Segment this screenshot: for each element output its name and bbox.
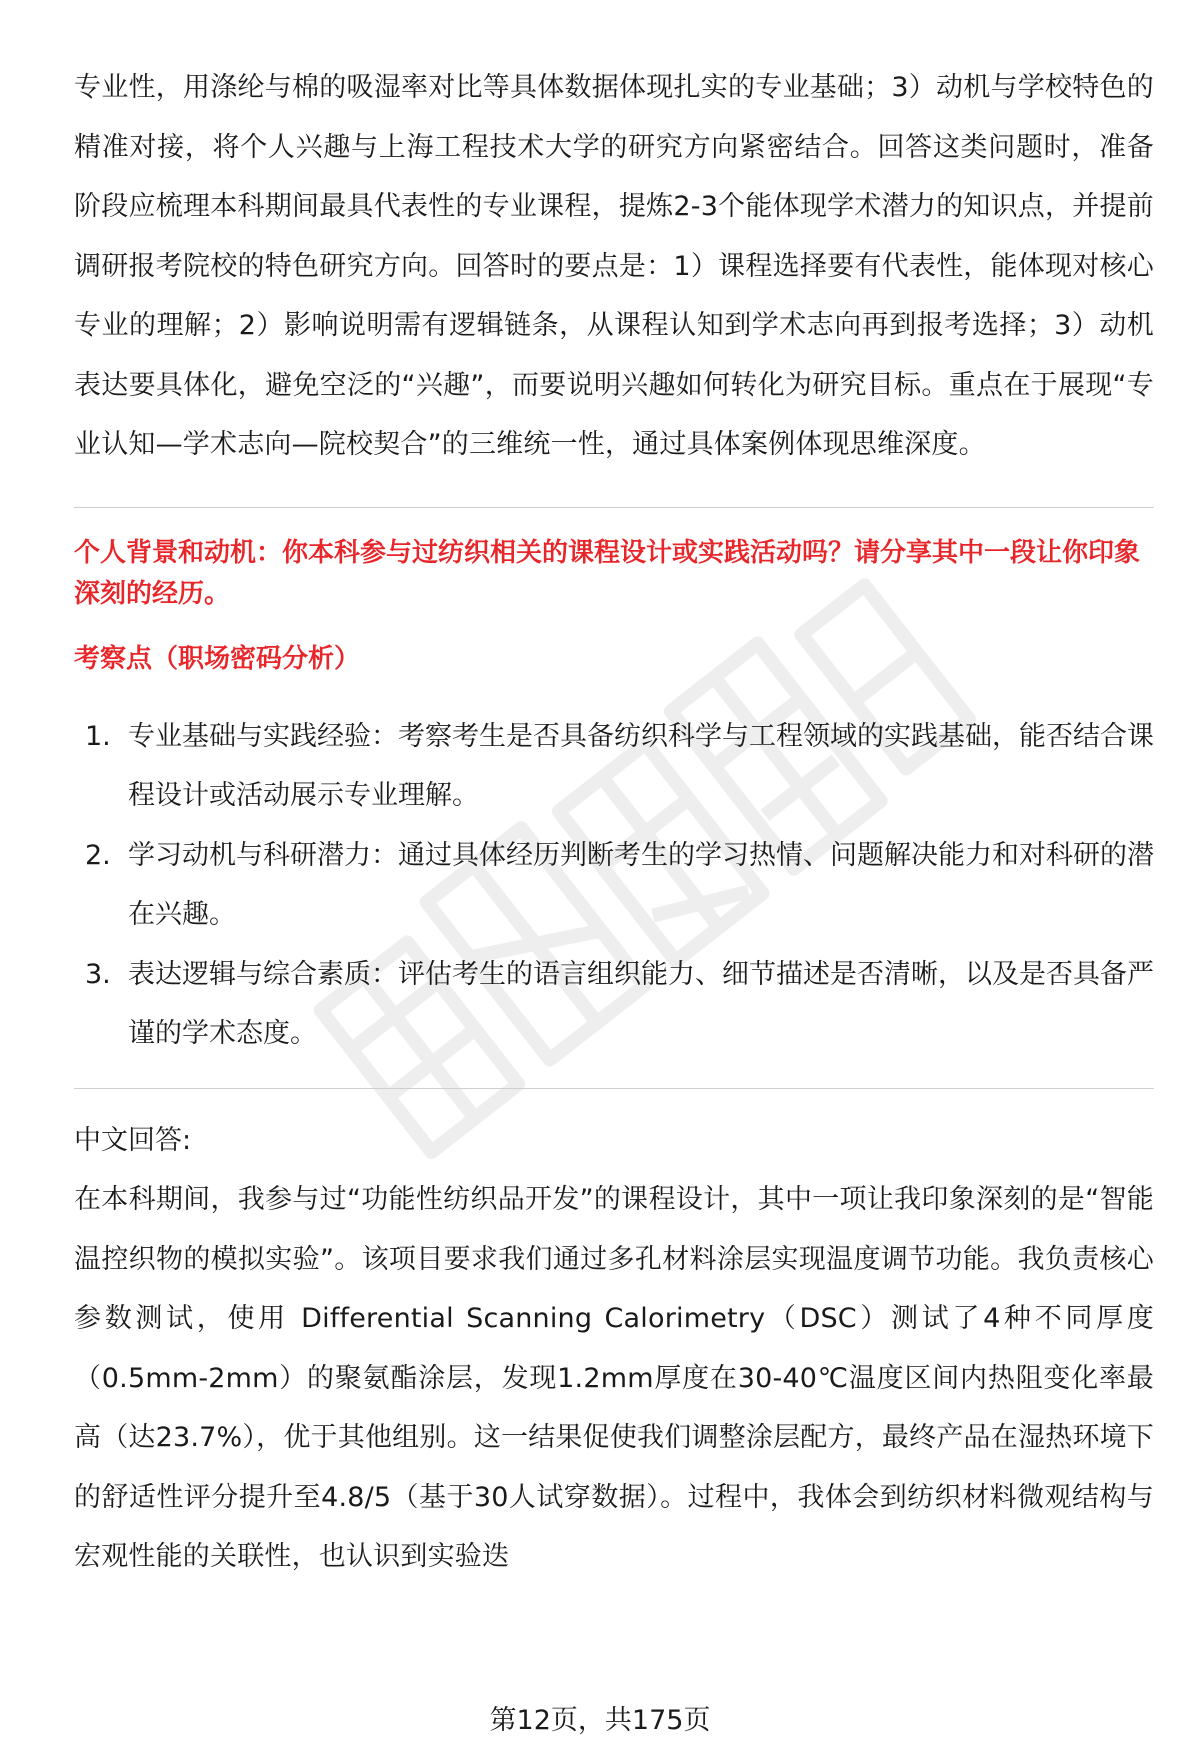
question-heading: 个人背景和动机：你本科参与过纺织相关的课程设计或实践活动吗？请分享其中一段让你印象深刻的经历。 — [74, 537, 1141, 609]
list-item — [74, 945, 1154, 1064]
list-item — [74, 826, 1154, 945]
list-item-text: 专业基础与实践经验：考察考生是否具备纺织科学与工程领域的实践基础，能否结合课程设计或活动展示专业理解。 — [128, 720, 1154, 811]
section-divider — [74, 507, 1154, 508]
list-number: 1. — [85, 720, 111, 752]
list-number: 3. — [85, 958, 111, 990]
analysis-heading: 考察点（职场密码分析） — [74, 643, 361, 674]
page-number-footer: 第12页，共175页 — [489, 1705, 711, 1736]
answer-label: 中文回答: — [74, 1124, 192, 1156]
page-content — [74, 58, 1154, 1587]
list-item — [74, 707, 1154, 826]
analysis-list — [74, 707, 1154, 1064]
list-item-text: 学习动机与科研潜力：通过具体经历判断考生的学习热情、问题解决能力和对科研的潜在兴趣。 — [128, 839, 1154, 930]
list-item-text: 表达逻辑与综合素质：评估考生的语言组织能力、细节描述是否清晰，以及是否具备严谨的学术态度。 — [128, 958, 1154, 1049]
section-divider — [74, 1088, 1154, 1089]
intro-paragraph: 专业性，用涤纶与棉的吸湿率对比等具体数据体现扎实的专业基础；3）动机与学校特色的精准对接，将个人兴趣与上海工程技术大学的研究方向紧密结合。回答这类问题时，准备阶段应梳理本科期间最具代表性的专业课程，提炼2-3个能体现学术潜力的知识点，并提前调研报考院校的特色研究方向。回答时的要点是：1）课程选择要有代表性，能体现对核心专业的理解；2）影响说明需有逻辑链条，从课程认知到学术志向再到报考选择；3）动机表达要具体化，避免空泛的“兴趣”，而要说明兴趣如何转化为研究目标。重点在于展现“专业认知—学术志向—院校契合”的三维统一性，通过具体案例体现思维深度。 — [74, 72, 1154, 460]
list-number: 2. — [85, 839, 111, 871]
answer-paragraph: 在本科期间，我参与过“功能性纺织品开发”的课程设计，其中一项让我印象深刻的是“智能温控织物的模拟实验”。该项目要求我们通过多孔材料涂层实现温度调节功能。我负责核心参数测试，使用 Differential Scanning Calorimetry（DSC）测试了4种不同厚度（0.5mm-2mm）的聚氨酯涂层，发现1.2mm厚度在30-40℃温度区间内热阻变化率最高（达23.7%），优于其他组别。这一结果促使我们调整涂层配方，最终产品在湿热环境下的舒适性评分提升至4.8/5（基于30人试穿数据）。过程中，我体会到纺织材料微观结构与宏观性能的关联性，也认识到实验迭 — [74, 1184, 1154, 1572]
